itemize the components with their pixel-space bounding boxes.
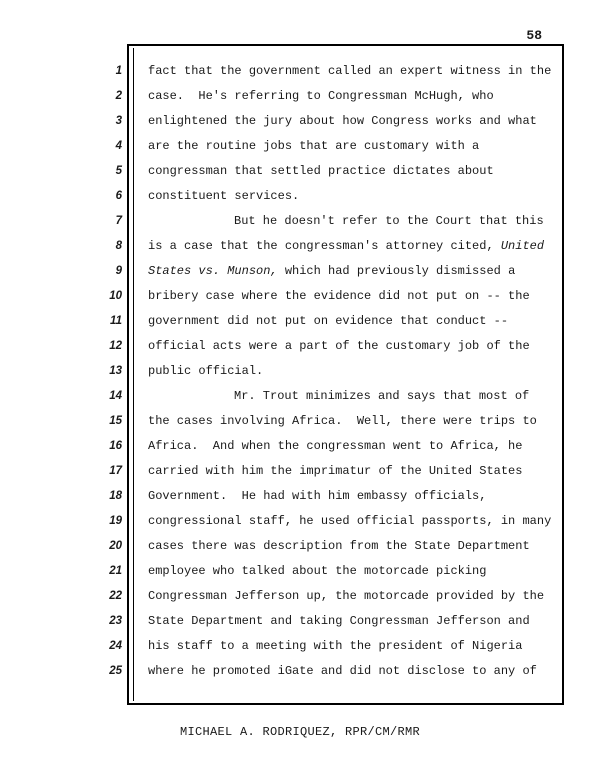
- transcript-line: Africa. And when the congressman went to Africa, he: [148, 439, 523, 453]
- transcript-line: enlightened the jury about how Congress works and what: [148, 114, 537, 128]
- transcript-line: government did not put on evidence that conduct --: [148, 314, 509, 328]
- line-number: 5: [115, 165, 122, 177]
- case-citation: States vs. Munson,: [148, 264, 278, 278]
- line-number: 10: [109, 290, 122, 302]
- transcript-line: his staff to a meeting with the president of Nigeria: [148, 639, 523, 653]
- transcript-text-span: which had previously dismissed a: [277, 264, 516, 278]
- transcript-line: are the routine jobs that are customary with a: [148, 139, 480, 153]
- transcript-line: constituent services.: [148, 189, 300, 203]
- line-number: 16: [109, 440, 122, 452]
- line-number: 15: [109, 415, 122, 427]
- line-number: 7: [115, 215, 122, 227]
- transcript-line: congressman that settled practice dictates about: [148, 164, 494, 178]
- transcript-line: [148, 261, 552, 286]
- transcript-line: official acts were a part of the customary job of the: [148, 339, 530, 353]
- line-number: 23: [109, 615, 122, 627]
- page-number: 58: [526, 28, 542, 43]
- transcript-line: public official.: [148, 364, 264, 378]
- line-number: 6: [115, 190, 122, 202]
- transcript-line: Government. He had with him embassy officials,: [148, 489, 487, 503]
- transcript-line: bribery case where the evidence did not put on -- the: [148, 289, 530, 303]
- transcript-line: But he doesn't refer to the Court that this: [234, 214, 544, 228]
- line-number: 13: [109, 365, 122, 377]
- case-citation: United: [500, 239, 545, 253]
- transcript-line: Congressman Jefferson up, the motorcade provided by the: [148, 589, 545, 603]
- line-number: 8: [115, 240, 122, 252]
- line-number: 9: [115, 265, 122, 277]
- margin-rule: [133, 48, 134, 701]
- transcript-text-span: is a case that the congressman's attorney cited,: [148, 239, 501, 253]
- line-number: 20: [109, 540, 122, 552]
- line-number: 4: [115, 140, 122, 152]
- transcript-line: fact that the government called an expert witness in the: [148, 64, 552, 78]
- line-number: 11: [110, 315, 122, 327]
- transcript-line: Mr. Trout minimizes and says that most of: [234, 389, 530, 403]
- line-number: 17: [109, 465, 122, 477]
- transcript-line: State Department and taking Congressman Jefferson and: [148, 614, 530, 628]
- line-number: 18: [109, 490, 122, 502]
- transcript-line: where he promoted iGate and did not disclose to any of: [148, 664, 537, 678]
- line-number: 24: [109, 640, 122, 652]
- transcript-line: cases there was description from the State Department: [148, 539, 530, 553]
- transcript-line: [148, 236, 552, 261]
- transcript-line: employee who talked about the motorcade picking: [148, 564, 487, 578]
- line-number: 12: [109, 340, 122, 352]
- line-number: 2: [115, 90, 122, 102]
- transcript-text: [148, 61, 552, 686]
- line-number: 1: [115, 65, 122, 77]
- transcript-line: the cases involving Africa. Well, there were trips to: [148, 414, 537, 428]
- line-number: 25: [109, 665, 122, 677]
- line-number-column: [92, 61, 122, 686]
- transcript-line: congressional staff, he used official passports, in many: [148, 514, 552, 528]
- transcript-line: case. He's referring to Congressman McHugh, who: [148, 89, 494, 103]
- line-number: 14: [109, 390, 122, 402]
- line-number: 22: [109, 590, 122, 602]
- reporter-footer: MICHAEL A. RODRIQUEZ, RPR/CM/RMR: [179, 725, 421, 739]
- line-number: 3: [115, 115, 122, 127]
- line-number: 21: [109, 565, 122, 577]
- line-number: 19: [109, 515, 122, 527]
- transcript-line: carried with him the imprimatur of the United States: [148, 464, 523, 478]
